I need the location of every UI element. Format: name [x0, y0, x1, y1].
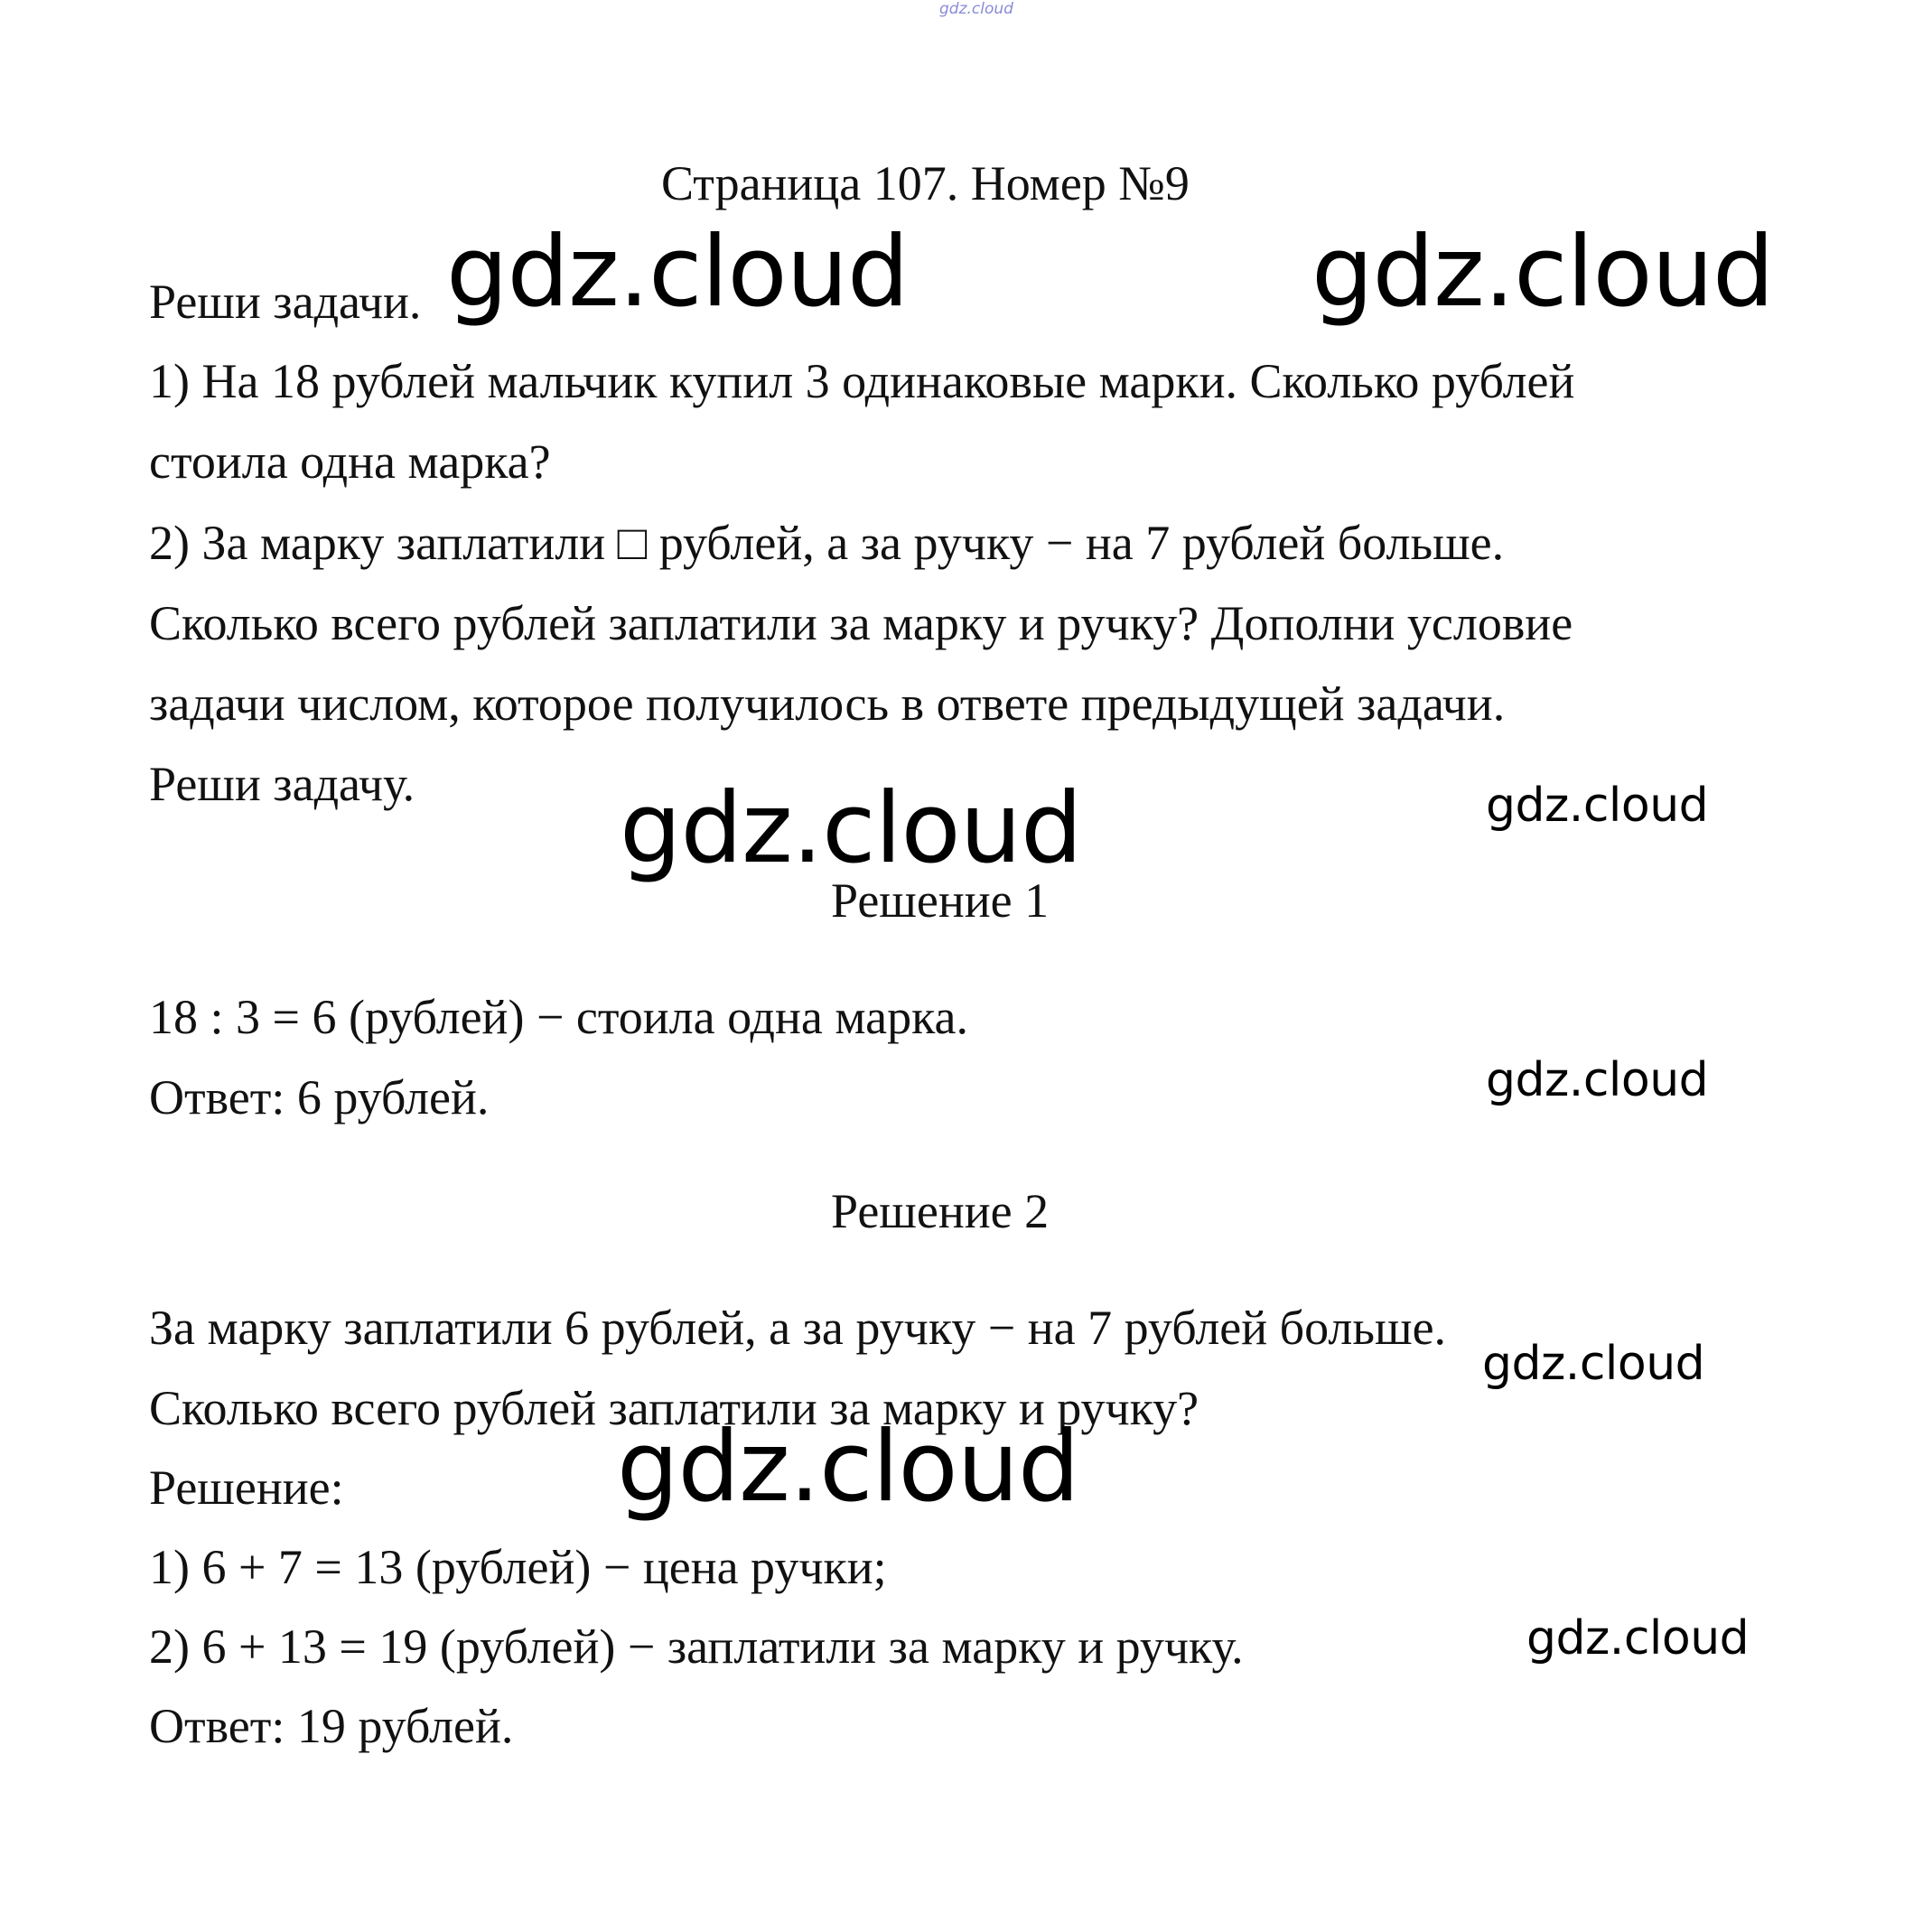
header-watermark: gdz.cloud — [939, 0, 1013, 18]
watermark: gdz.cloud — [1486, 779, 1709, 833]
task-line: 1) На 18 рублей мальчик купил 3 одинаковые марки. Сколько рублей — [149, 354, 1575, 408]
solution-2-line: 1) 6 + 7 = 13 (рублей) − цена ручки; — [149, 1540, 887, 1594]
watermark: gdz.cloud — [620, 772, 1082, 885]
solution-2-line: Решение: — [149, 1460, 344, 1515]
watermark: gdz.cloud — [446, 216, 909, 329]
page-title: Страница 107. Номер №9 — [661, 156, 1190, 210]
solution-2-answer: Ответ: 19 рублей. — [149, 1699, 514, 1753]
watermark: gdz.cloud — [1526, 1611, 1750, 1666]
task-line: Реши задачу. — [149, 757, 415, 811]
watermark: gdz.cloud — [617, 1411, 1079, 1524]
solution-1-line: 18 : 3 = 6 (рублей) − стоила одна марка. — [149, 990, 969, 1044]
watermark: gdz.cloud — [1482, 1337, 1705, 1391]
task-line: стоила одна марка? — [149, 434, 551, 489]
watermark: gdz.cloud — [1486, 1053, 1709, 1107]
solution-2-line: 2) 6 + 13 = 19 (рублей) − заплатили за марку и ручку. — [149, 1619, 1244, 1674]
solution-1-answer: Ответ: 6 рублей. — [149, 1070, 490, 1124]
task-line: задачи числом, которое получилось в ответе предыдущей задачи. — [149, 677, 1506, 731]
solution-1-heading: Решение 1 — [831, 873, 1050, 928]
task-intro: Реши задачи. — [149, 275, 422, 329]
task-line: 2) За марку заплатили □ рублей, а за ручку − на 7 рублей больше. — [149, 516, 1505, 570]
watermark: gdz.cloud — [1311, 216, 1774, 329]
solution-2-line: За марку заплатили 6 рублей, а за ручку − на 7 рублей больше. — [149, 1301, 1447, 1355]
solution-2-heading: Решение 2 — [831, 1184, 1050, 1238]
solution-2-line: Сколько всего рублей заплатили за марку и ручку? — [149, 1381, 1199, 1435]
task-line: Сколько всего рублей заплатили за марку и ручку? Дополни условие — [149, 596, 1573, 650]
